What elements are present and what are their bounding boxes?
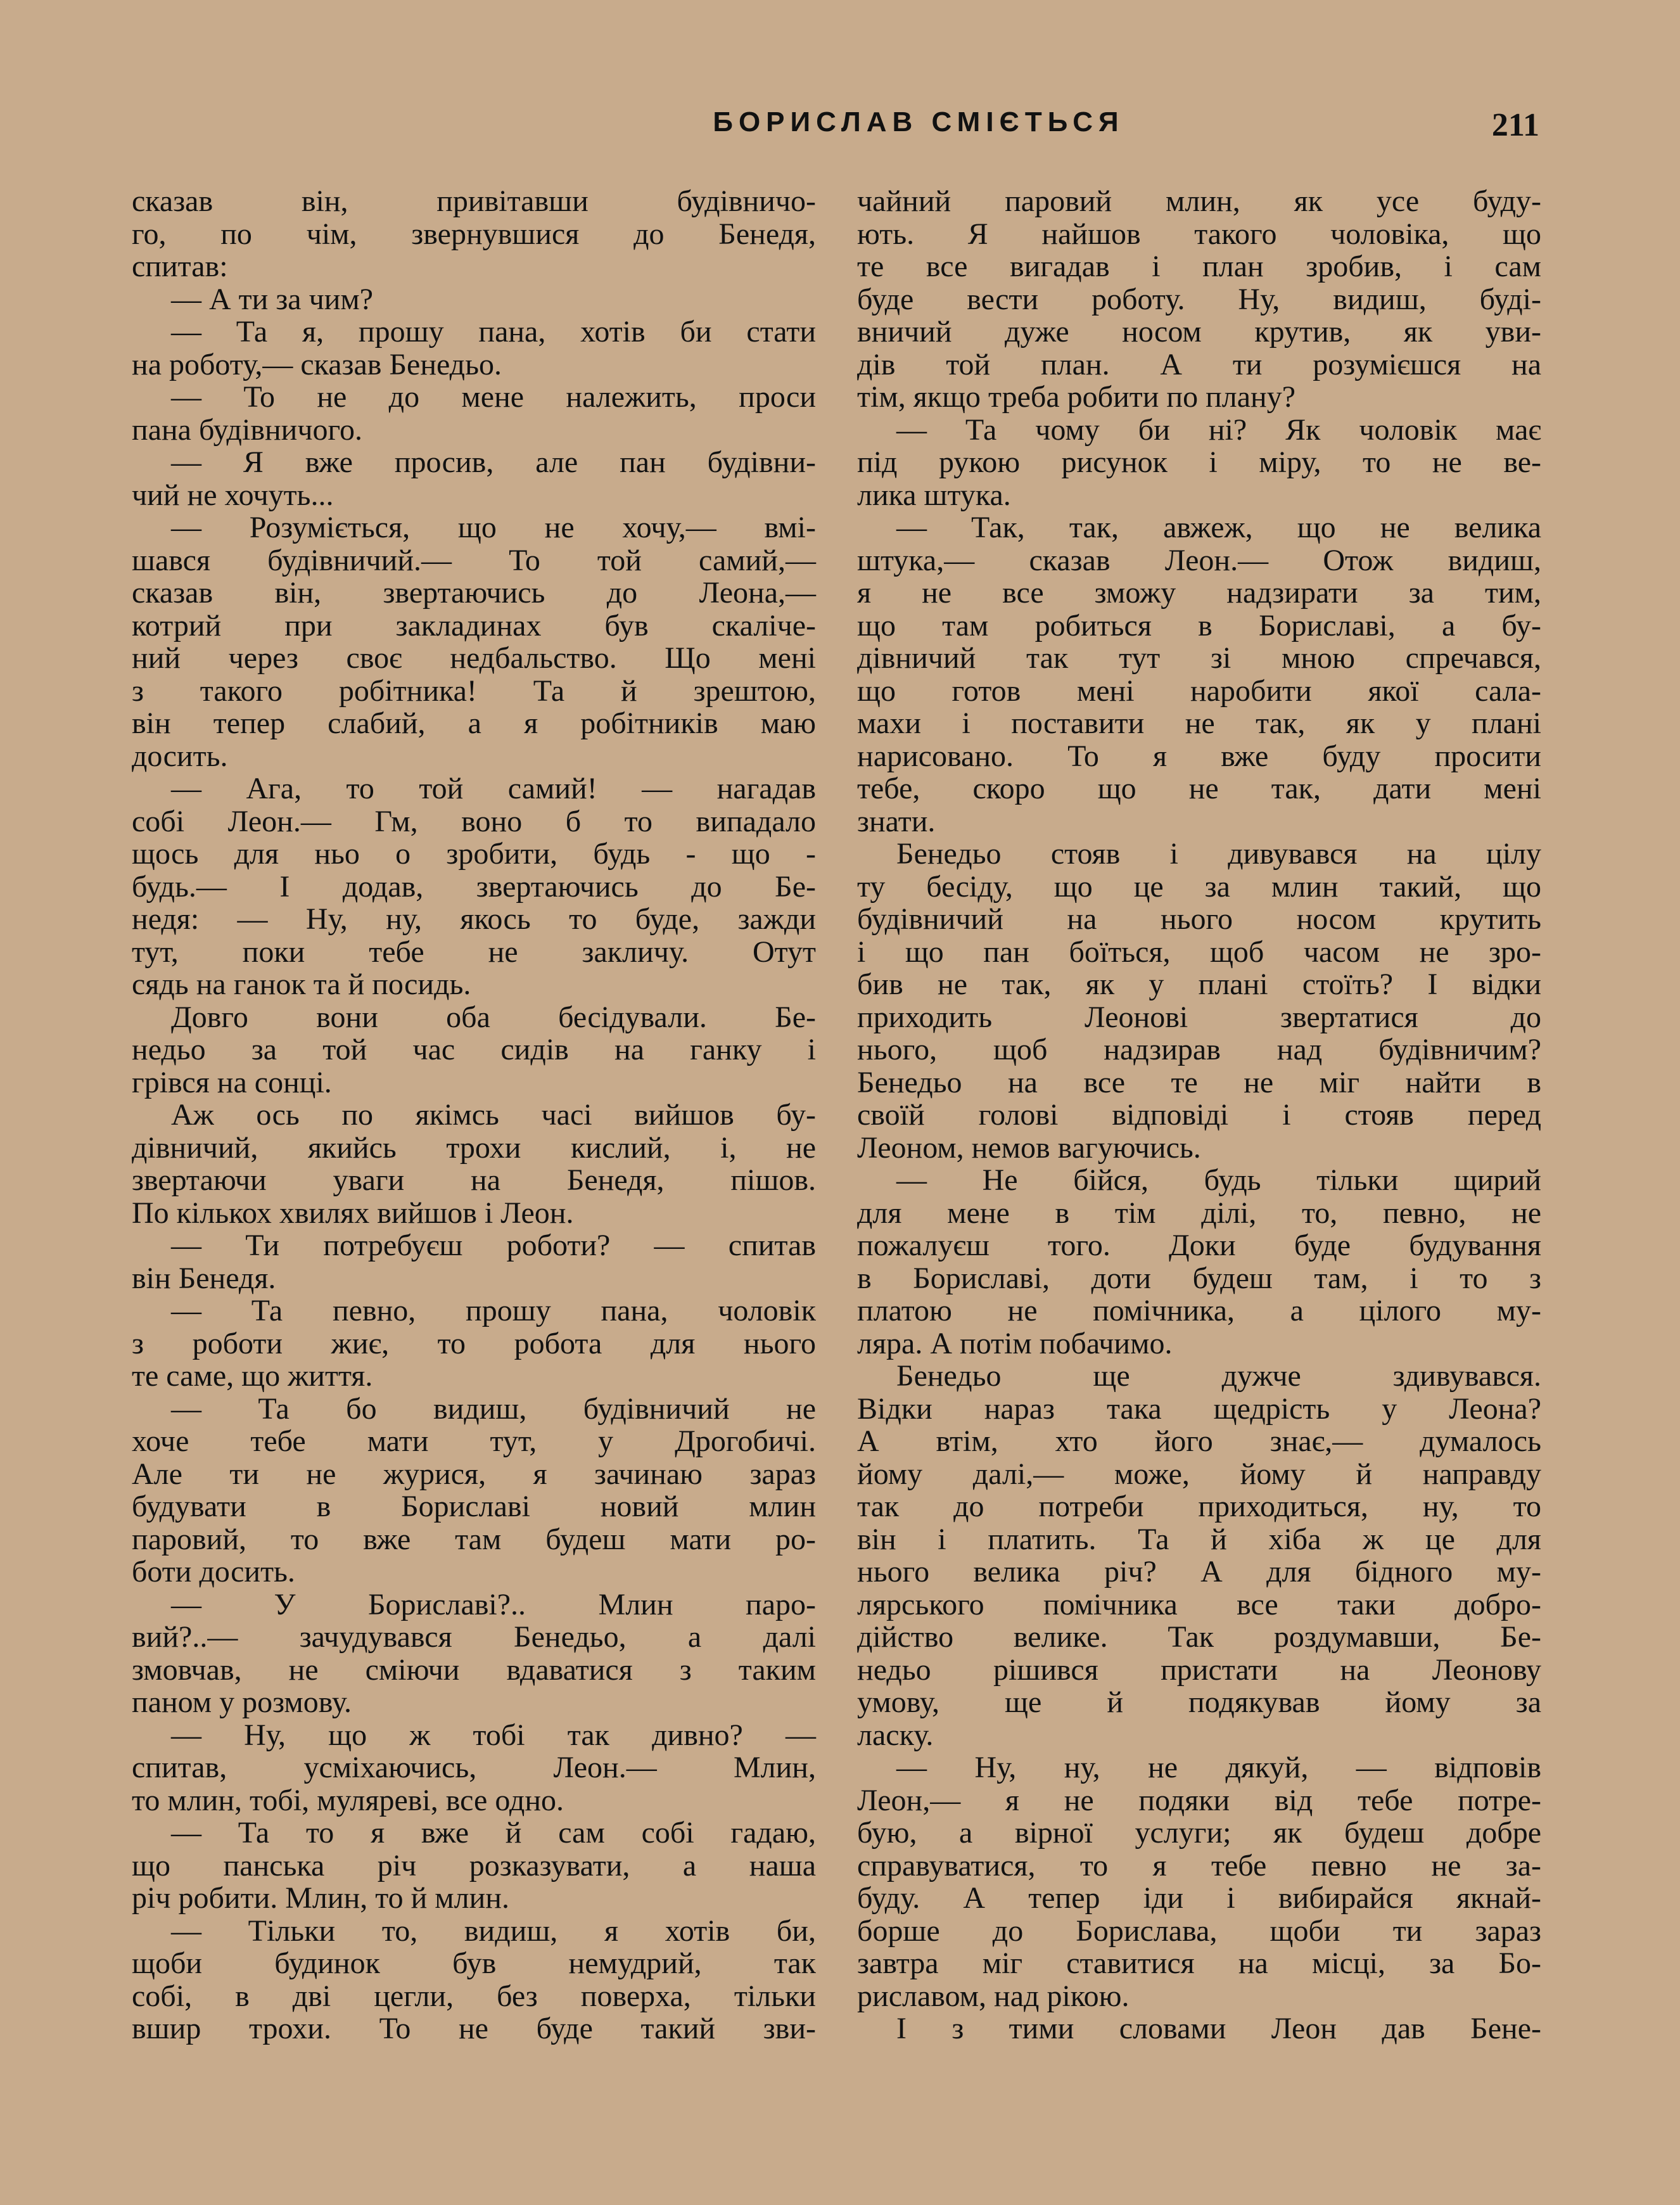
text-line: котрий при закладинах був скаліче- [132,608,816,642]
text-line: дійство велике. Так роздумавши, Бе- [857,1620,1541,1654]
text-line: тут, поки тебе не закличу. Отут [132,935,816,969]
text-line: недя: — Ну, ну, якось то буде, зажди [132,902,816,936]
text-line: те саме, що життя. [132,1359,373,1393]
text-line: звертаючи уваги на Бенедя, пішов. [132,1163,816,1197]
page-header [127,106,1546,157]
text-line: — Та то я вже й сам собі гадаю, [171,1816,816,1850]
text-line: щоби будинок був немудрий, так [132,1946,816,1980]
text-line: будівничий на нього носом крутить [857,902,1541,936]
text-line: боти досить. [132,1555,295,1588]
text-line: — У Бориславі?.. Млин паро- [171,1587,816,1621]
text-line: на роботу,— сказав Бенедьо. [132,347,502,381]
text-line: шався будівничий.— То той самий,— [132,543,816,577]
text-line: йому далі,— може, йому й направду [857,1457,1541,1491]
text-line: — А ти за чим? [171,282,374,316]
text-line: він тепер слабий, а я робітників маю [132,706,816,740]
text-line: пожалуєш того. Доки буде будування [857,1229,1541,1262]
text-line: дівничий, якийсь трохи кислий, і, не [132,1130,816,1165]
text-line: що готов мені наробити якої сала- [857,674,1541,708]
text-line: Леон,— я не подяки від тебе потре- [857,1783,1541,1817]
text-line: що там робиться в Бориславі, а бу- [857,608,1541,642]
text-line: По кількох хвилях вийшов і Леон. [132,1196,574,1230]
text-line: в Бориславі, доти будеш там, і то з [857,1261,1541,1295]
text-line: бую, а вірної услуги; як будеш добре [857,1816,1541,1850]
text-line: з роботи жиє, то робота для нього [132,1326,816,1360]
text-line: досить. [132,739,228,773]
text-line: нарисовано. То я вже буду просити [857,739,1541,773]
text-line: — Та певно, прошу пана, чоловік [171,1294,816,1327]
text-line: А втім, хто його знає,— думалось [857,1424,1541,1458]
text-line: лика штука. [857,478,1011,512]
text-line: — Розуміється, що не хочу,— вмі- [171,511,816,544]
text-line: лярського помічника все таки добро- [857,1587,1541,1621]
text-line: вий?..— зачудувався Бенедьо, а далі [132,1620,816,1654]
text-line: — Та чому би ні? Як чоловік має [896,412,1541,447]
text-line: спитав, усміхаючись, Леон.— Млин, [132,1751,816,1784]
text-line: буде вести роботу. Ну, видиш, буді- [857,282,1541,316]
text-line: нього велика річ? А для бідного му- [857,1555,1541,1588]
text-line: махи і поставити не так, як у плані [857,706,1541,740]
text-line: — Ну, ну, не дякуй, — відповів [896,1751,1541,1784]
text-line: — То не до мене належить, проси [171,380,816,414]
text-line: з такого робітника! Та й зрештою, [132,674,816,708]
text-line: буду. А тепер іди і вибирайся якнай- [857,1881,1541,1915]
text-line: я не все зможу надзирати за тим, [857,576,1541,610]
text-line: собі Леон.— Гм, воно б то випадало [132,804,816,838]
text-line: чайний паровий млин, як усе буду- [857,184,1541,218]
text-line: платою не помічника, а цілого му- [857,1294,1541,1327]
text-line: для мене в тім ділі, то, певно, не [857,1196,1541,1230]
text-line: завтра міг ставитися на місці, за Бо- [857,1946,1541,1980]
text-line: Бенедьо ще дужче здивувався. [896,1359,1541,1393]
text-line: тебе, скоро що не так, дати мені [857,772,1541,805]
text-line: щось для ньо о зробити, будь - що - [132,837,816,871]
text-line: Аж ось по якімсь часі вийшов бу- [171,1098,816,1132]
text-line: дівничий так тут зі мною спречався, [857,641,1541,675]
text-line: бив не так, як у плані стоїть? І відки [857,968,1541,1001]
text-line: Але ти не журися, я зачинаю зараз [132,1457,816,1491]
text-line: — Та я, прошу пана, хотів би стати [171,315,816,348]
text-line: умову, ще й подякував йому за [857,1685,1541,1719]
text-line: справуватися, то я тебе певно не за- [857,1848,1541,1882]
text-line: недьо рішився пристати на Леонову [857,1652,1541,1687]
right-text-column [857,185,1541,2045]
text-line: Леоном, немов вагуючись. [857,1130,1201,1165]
text-line: — Ну, що ж тобі так дивно? — [171,1718,816,1752]
text-line: що панська річ розказувати, а наша [132,1848,816,1882]
text-line: своїй голові відповіді і стояв перед [857,1098,1541,1132]
text-line: знати. [857,804,936,838]
text-line: тім, якщо треба робити по плану? [857,380,1296,414]
text-line: ласку. [857,1718,934,1752]
text-line: — Не бійся, будь тільки щирий [896,1163,1541,1197]
page-number: 211 [1491,107,1539,143]
text-line: паровий, то вже там будеш мати ро- [132,1522,816,1556]
text-line: річ робити. Млин, то й млин. [132,1881,509,1915]
text-line: — Так, так, авжеж, що не велика [896,511,1541,544]
text-line: борше до Борислава, щоби ти зараз [857,1914,1541,1948]
text-line: І з тими словами Леон дав Бене- [896,2012,1541,2045]
text-line: го, по чім, звернувшися до Бенедя, [132,217,816,251]
text-line: сказав він, привітавши будівничо- [132,184,816,218]
text-line: недьо за той час сидів на ганку і [132,1033,816,1066]
text-line: і що пан боїться, щоб часом не зро- [857,935,1541,969]
text-line: так до потреби приходиться, ну, то [857,1490,1541,1523]
text-line: сказав він, звертаючись до Леона,— [132,576,816,610]
text-line: сядь на ганок та й посидь. [132,968,471,1001]
text-line: ляра. А потім побачимо. [857,1326,1173,1360]
text-line: то млин, тобі, муляреві, все одно. [132,1783,564,1817]
text-line: дів той план. А ти розумієшся на [857,347,1541,381]
text-line: приходить Леонові звертатися до [857,1000,1541,1034]
text-line: він Бенедя. [132,1261,276,1295]
text-line: те все вигадав і план зробив, і сам [857,250,1541,283]
text-line: змовчав, не сміючи вдаватися з таким [132,1652,816,1687]
text-line: нього, щоб надзирав над будівничим? [857,1033,1541,1066]
running-title: БОРИСЛАВ СМІЄТЬСЯ [713,106,1124,137]
text-line: спитав: [132,250,228,283]
text-line: — Ага, то той самий! — нагадав [171,772,816,805]
text-line: ний через своє недбальство. Що мені [132,641,816,675]
text-line: штука,— сказав Леон.— Отож видиш, [857,543,1541,577]
text-line: — Я вже просив, але пан будівни- [171,445,816,479]
text-line: вничий дуже носом крутив, як уви- [857,315,1541,348]
text-line: — Ти потребуєш роботи? — спитав [171,1229,816,1262]
text-line: пана будівничого. [132,412,362,447]
text-line: Бенедьо на все те не міг найти в [857,1065,1541,1099]
text-line: Бенедьо стояв і дивувався на цілу [896,837,1541,871]
text-line: риславом, над рікою. [857,1979,1130,2013]
text-line: Відки нараз така щедрість у Леона? [857,1391,1541,1426]
text-line: — Та бо видиш, будівничий не [171,1391,816,1426]
text-line: ють. Я найшов такого чоловіка, що [857,217,1541,251]
text-line: будувати в Бориславі новий млин [132,1490,816,1523]
text-line: Довго вони оба бесідували. Бе- [171,1000,816,1034]
text-line: будь.— І додав, звертаючись до Бе- [132,869,816,904]
text-line: ту бесіду, що це за млин такий, що [857,869,1541,904]
text-line: він і платить. Та й хіба ж це для [857,1522,1541,1556]
text-line: грівся на сонці. [132,1065,332,1099]
text-line: паном у розмову. [132,1685,352,1719]
left-text-column [132,185,816,2045]
text-line: під рукою рисунок і міру, то не ве- [857,445,1541,479]
text-line: чий не хочуть... [132,478,334,512]
text-line: вшир трохи. То не буде такий зви- [132,2012,816,2045]
text-line: собі, в дві цегли, без поверха, тільки [132,1979,816,2013]
text-line: хоче тебе мати тут, у Дрогобичі. [132,1424,816,1458]
text-line: — Тільки то, видиш, я хотів би, [171,1914,816,1948]
